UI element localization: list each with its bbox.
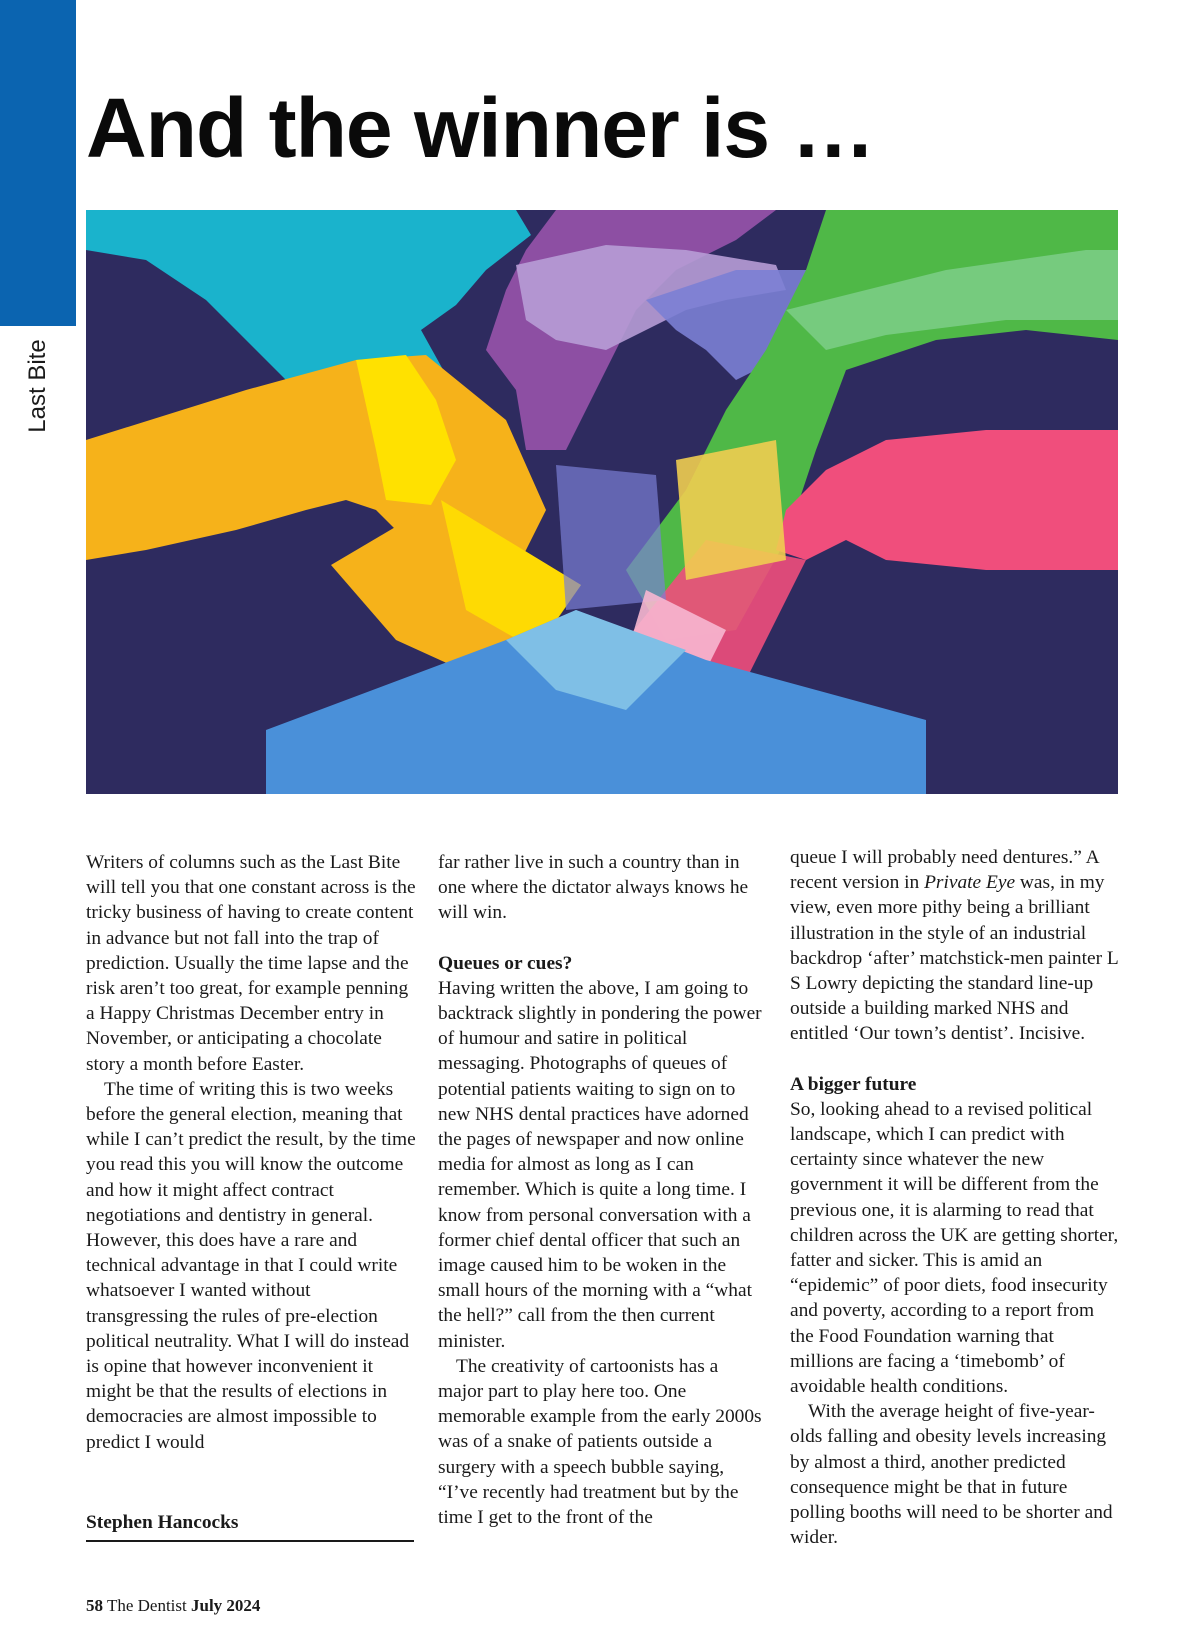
article-column-1 [86, 850, 416, 1455]
page-footer [86, 1596, 260, 1616]
publication-title: The Dentist [106, 1596, 187, 1615]
subheading-queues: Queues or cues? [438, 952, 573, 974]
paragraph-part: was, in my view, even more pithy being a brilliant illustration in the style of an industrial backdrop ‘after’ matchstick-men painter L S Lowry depicting the standard line-up outside a building marked NHS and entitled ‘Our town’s dentist’. Incisive. [790, 872, 1119, 1045]
section-label: Last Bite [24, 339, 51, 433]
violet-ballot [556, 465, 666, 610]
ballot-hands-illustration [86, 210, 1118, 794]
paragraph: With the average height of five-year-olds falling and obesity levels increasing by almost a third, another predicted consequence might be that in future polling booths will need to be shorter and wider. [790, 1401, 1113, 1549]
publication-name: Private Eye [924, 872, 1016, 894]
page-number: 58 [86, 1596, 103, 1615]
subheading-bigger-future: A bigger future [790, 1073, 917, 1095]
issue-date: July 2024 [191, 1596, 261, 1615]
paragraph: The creativity of cartoonists has a major part to play here too. One memorable example from the early 2000s was of a snake of patients outside a surgery with a speech bubble saying, “I’ve recently had treatment but by the time I get to the front of the [438, 1355, 762, 1529]
author-byline: Stephen Hancocks [86, 1512, 414, 1542]
paragraph [790, 845, 1120, 1047]
headline: And the winner is … [86, 81, 875, 175]
gold-ballot [676, 440, 786, 580]
paragraph: So, looking ahead to a revised political landscape, which I can predict with certainty since whatever the new government it will be different from the previous one, it is alarming to read that children across the UK are getting shorter, fatter and sicker. This is amid an “epidemic” of poor diets, food insecurity and poverty, according to a report from the Food Foundation warning that millions are facing a ‘timebomb’ of avoidable health conditions. [790, 1098, 1119, 1398]
paragraph: Writers of columns such as the Last Bite will tell you that one constant across is the tricky business of having to create content in advance but not fall into the trap of prediction. Usually the time lapse and the risk aren’t too great, for example penning a Happy Christmas December entry in November, or anticipating a chocolate story a month before Easter. [86, 852, 416, 1075]
paragraph-part: queue I will probably need dentures.” A recent version in [790, 847, 1099, 894]
paragraph: The time of writing this is two weeks before the general election, meaning that while I can’t predict the result, by the time you read this you will know the outcome and how it might affect contract negotiations and dentistry in general. However, this does have a rare and technical advantage in that I could write whatsoever I wanted without transgressing the rules of pre-election political neutrality. What I will do instead is opine that however inconvenient it might be that the results of elections in democracies are almost impossible to predict I would [86, 1078, 416, 1453]
paragraph: Having written the above, I am going to backtrack slightly in pondering the power of humour and satire in political messaging. Photographs of queues of potential patients waiting to sign on to new NHS dental practices have adorned the pages of newspaper and now online media for almost as long as I can remember. Which is quite a long time. I know from personal conversation with a former chief dental officer that such an image caused him to be woken in the small hours of the morning with a “what the hell?” call from the then current minister. [438, 977, 762, 1352]
article-column-2 [438, 850, 768, 1530]
paragraph: far rather live in such a country than in one where the dictator always knows he will win. [438, 852, 749, 924]
article-column-3 [790, 845, 1120, 1550]
section-color-tab [0, 0, 76, 326]
